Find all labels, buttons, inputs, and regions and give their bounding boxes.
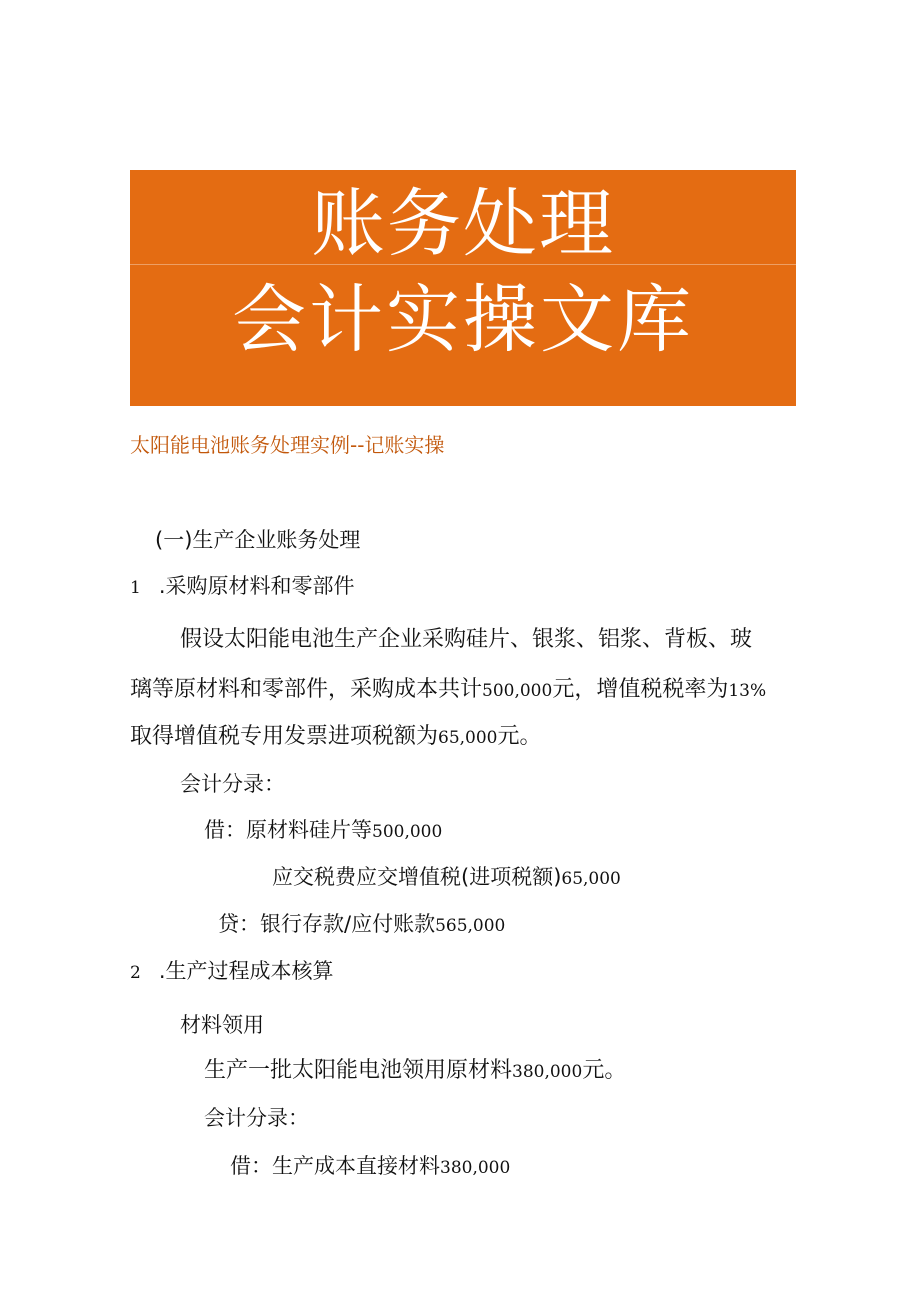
banner-title-line1: 账务处理 xyxy=(311,181,615,267)
paragraph-1-line-3 xyxy=(130,723,542,752)
vat-rate: 13% xyxy=(728,681,767,701)
para-1-text: 璃等原材料和零部件，采购成本共计 xyxy=(130,677,483,702)
input-tax-amount: 65,000 xyxy=(438,728,498,748)
item-1-title: .采购原材料和零部件 xyxy=(158,574,355,598)
entry-1-credit-amount: 565,000 xyxy=(435,916,506,936)
entry-2-label: 会计分录： xyxy=(204,1106,309,1130)
entry-1-debit-1-text: 借：原材料硅片等 xyxy=(204,818,372,842)
document-subtitle: 太阳能电池账务处理实例--记账实操 xyxy=(130,433,445,457)
paragraph-2 xyxy=(204,1057,626,1086)
banner-divider xyxy=(130,264,796,265)
entry-1-credit xyxy=(218,910,505,940)
item-1-number: 1 xyxy=(130,578,141,598)
entry-2-debit-amount: 380,000 xyxy=(440,1158,511,1178)
item-1-heading xyxy=(130,572,355,602)
entry-1-debit-1 xyxy=(204,816,442,846)
banner-title-line2: 会计实操文库 xyxy=(232,277,694,363)
entry-2-debit xyxy=(230,1152,510,1182)
purchase-cost-amount: 500,000 xyxy=(482,681,553,701)
item-2-number: 2 xyxy=(130,963,141,983)
entry-1-label: 会计分录： xyxy=(180,772,285,796)
para-1-text-2: 元，增值税税率为 xyxy=(552,677,729,702)
para-2-end: 元。 xyxy=(582,1058,627,1083)
para-1-line-3-text: 取得增值税专用发票进项税额为 xyxy=(130,724,439,749)
sub-title-material: 材料领用 xyxy=(180,1013,264,1037)
paragraph-1-line-1: 假设太阳能电池生产企业采购硅片、银浆、铝浆、背板、玻 xyxy=(180,627,753,652)
paragraph-1-line-2 xyxy=(130,676,766,705)
para-1-line-3-end: 元。 xyxy=(497,724,542,749)
section-title: (一)生产企业账务处理 xyxy=(155,528,361,552)
item-2-title: .生产过程成本核算 xyxy=(158,959,334,983)
material-amount: 380,000 xyxy=(512,1062,583,1082)
entry-2-debit-text: 借：生产成本直接材料 xyxy=(230,1154,440,1178)
entry-1-debit-2 xyxy=(272,863,621,893)
entry-1-debit-1-amount: 500,000 xyxy=(372,822,443,842)
para-2-text: 生产一批太阳能电池领用原材料 xyxy=(204,1058,513,1083)
entry-1-debit-2-text: 应交税费应交增值税(进项税额) xyxy=(272,865,562,889)
item-2-heading xyxy=(130,957,334,987)
title-banner xyxy=(130,170,796,406)
entry-1-debit-2-amount: 65,000 xyxy=(561,869,621,889)
entry-1-credit-text: 贷：银行存款/应付账款 xyxy=(218,912,436,936)
